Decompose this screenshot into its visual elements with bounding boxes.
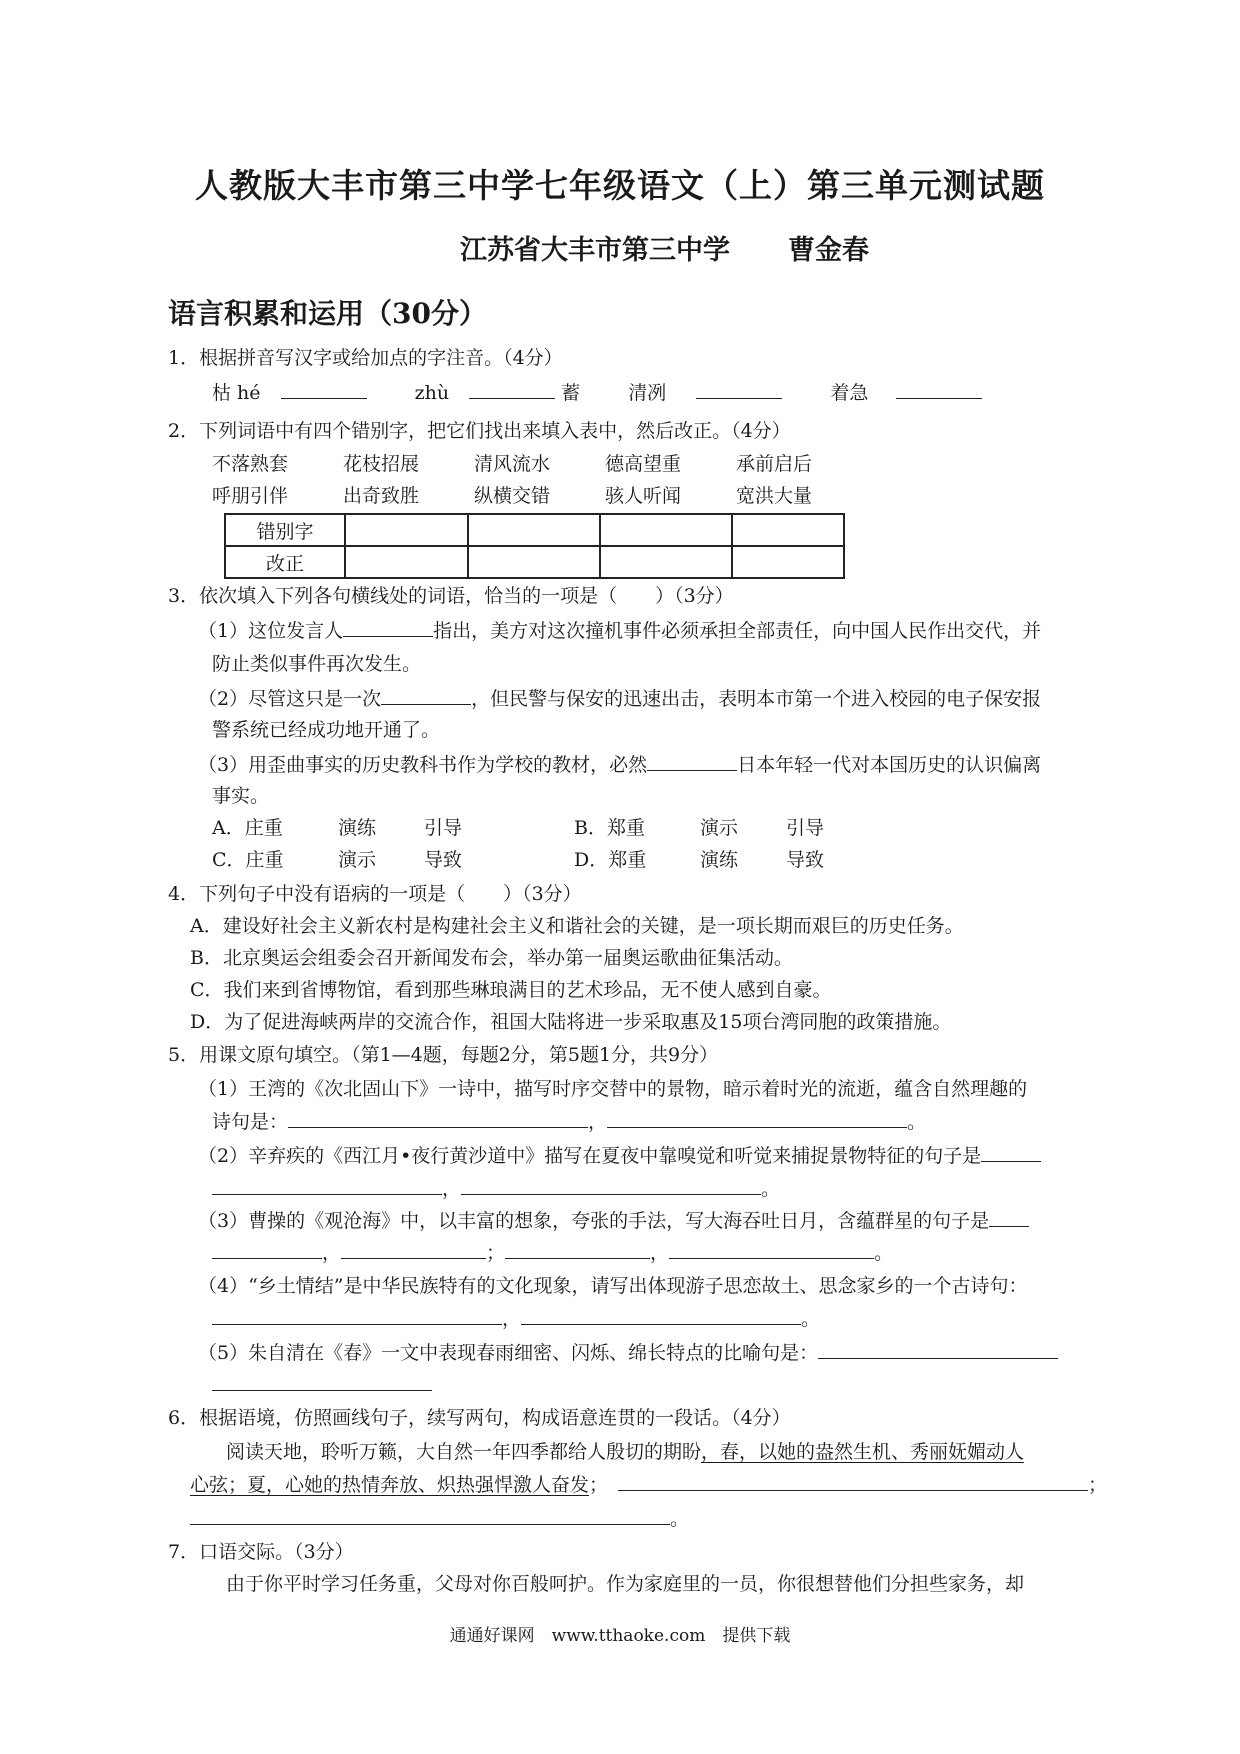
q3-options-row-2 (212, 846, 824, 874)
answer-blank[interactable] (212, 1238, 322, 1259)
answer-blank[interactable] (461, 1174, 761, 1195)
answer-blank[interactable] (896, 378, 982, 399)
answer-blank[interactable] (343, 616, 433, 637)
table-row (225, 514, 844, 546)
option-text: 引导 (424, 817, 463, 839)
q2-word: 纵横交错 (474, 485, 551, 507)
author-name: 曹金春 (788, 235, 869, 266)
answer-cell[interactable] (600, 514, 732, 546)
q3-sentence-1 (198, 616, 1041, 645)
answer-blank[interactable] (212, 1370, 432, 1391)
text: （1）这位发言人 (198, 620, 344, 642)
q1-stem: 1．根据拼音写汉字或给加点的字注音。（4分） (168, 347, 563, 369)
answer-blank[interactable] (981, 1141, 1041, 1162)
q4-option-d: D．为了促进海峡两岸的交流合作，祖国大陆将进一步采取惠及15项台湾同胞的政策措施。 (190, 1011, 952, 1033)
answer-blank[interactable] (818, 1338, 1058, 1359)
option-text: 导致 (424, 849, 463, 871)
q4-stem: 4．下列句子中没有语病的一项是（ ）（3分） (168, 883, 582, 905)
q6-passage-line-2: 心弦；夏，心她的热情奔放、炽热强悍激人奋发； ； (190, 1470, 1107, 1499)
table-row-label: 错别字 (225, 514, 345, 546)
answer-cell[interactable] (468, 514, 600, 546)
answer-blank[interactable] (190, 1504, 670, 1525)
q5-item-5-blanks (212, 1370, 432, 1399)
answer-blank[interactable] (212, 1174, 442, 1195)
q2-word: 呼朋引伴 (212, 485, 289, 507)
option-text: 引导 (786, 817, 825, 839)
option-text: 演练 (338, 817, 377, 839)
q6-passage-line-3: 。 (190, 1504, 689, 1533)
q5-item-1-blanks: 诗句是： ， 。 (212, 1107, 926, 1136)
text: （3）用歪曲事实的历史教科书作为学校的教材，必然 (198, 754, 648, 776)
underlined-sentence: ，春，以她的盎然生机、秀丽妩媚动人 (701, 1441, 1025, 1463)
answer-blank[interactable] (607, 1107, 907, 1128)
answer-cell[interactable] (468, 546, 600, 578)
answer-cell[interactable] (600, 546, 732, 578)
answer-blank[interactable] (989, 1206, 1029, 1227)
author-line (460, 228, 869, 267)
q2-word: 清风流水 (474, 453, 551, 475)
option-text: 演示 (338, 849, 377, 871)
option-text: B．郑重 (574, 817, 645, 839)
q5-item-1: （1）王湾的《次北固山下》一诗中，描写时序交替中的景物，暗示着时光的流逝，蕴含自然理趣的 (198, 1078, 1028, 1100)
text: 阅读天地，聆听万籁，大自然一年四季都给人殷切的期盼 (226, 1441, 702, 1463)
q5-item-3 (198, 1206, 1029, 1235)
answer-cell[interactable] (732, 546, 844, 578)
q3-sentence-2-cont: 警系统已经成功地开通了。 (212, 719, 441, 741)
q2-word: 出奇致胜 (343, 485, 420, 507)
answer-blank[interactable] (288, 1107, 588, 1128)
q2-word: 骇人听闻 (605, 485, 682, 507)
q2-word-row-2 (212, 482, 812, 510)
q7-stem: 7．口语交际。（3分） (168, 1541, 354, 1563)
q2-word: 花枝招展 (343, 453, 420, 475)
q2-answer-table (224, 513, 845, 579)
q3-sentence-3 (198, 750, 1041, 779)
q5-item-2-blanks: ， 。 (212, 1174, 780, 1203)
text: （3）曹操的《观沧海》中，以丰富的想象，夸张的手法，写大海吞吐日月，含蕴群星的句子是 (198, 1210, 990, 1232)
table-row-label: 改正 (225, 546, 345, 578)
q5-item-4-blanks: ， 。 (212, 1304, 820, 1333)
text: （2）尽管这只是一次 (198, 688, 382, 710)
text: ，但民警与保安的迅速出击，表明本市第一个进入校园的电子保安报 (471, 688, 1042, 710)
q2-word: 德高望重 (605, 453, 682, 475)
text: 诗句是： (212, 1111, 289, 1133)
q2-word-row-1 (212, 450, 812, 478)
text: （2）辛弃疾的《西江月•夜行黄沙道中》描写在夏夜中靠嗅觉和听觉来捕捉景物特征的句子是 (198, 1145, 982, 1167)
q5-stem: 5．用课文原句填空。（第1—4题，每题2分，第5题1分，共9分） (168, 1044, 719, 1066)
q3-sentence-2 (198, 684, 1041, 713)
answer-cell[interactable] (345, 546, 468, 578)
q1-item-2: zhù (414, 382, 450, 404)
text: 日本年轻一代对本国历史的认识偏离 (737, 754, 1042, 776)
q5-item-2 (198, 1141, 1041, 1170)
answer-blank[interactable] (647, 750, 737, 771)
text: 指出，美方对这次撞机事件必须承担全部责任，向中国人民作出交代，并 (433, 620, 1042, 642)
option-text: 演示 (700, 817, 739, 839)
section-heading: 语言积累和运用（30分） (168, 297, 487, 330)
page-title: 人教版大丰市第三中学七年级语文（上）第三单元测试题 (195, 166, 1045, 205)
q4-option-a: A．建设好社会主义新农村是构建社会主义和谐社会的关键，是一项长期而艰巨的历史任务。 (190, 915, 964, 937)
q3-sentence-1-cont: 防止类似事件再次发生。 (212, 653, 422, 675)
q5-item-3-blanks: ， ； ， 。 (212, 1238, 893, 1267)
option-text: 导致 (786, 849, 825, 871)
page-footer: 通通好课网 www.tthaoke.com 提供下载 (449, 1626, 791, 1646)
answer-blank[interactable] (469, 378, 555, 399)
answer-blank[interactable] (696, 378, 782, 399)
table-row (225, 546, 844, 578)
answer-blank[interactable] (281, 378, 367, 399)
q2-word: 承前启后 (736, 453, 813, 475)
q3-options-row-1 (212, 814, 824, 842)
answer-blank[interactable] (521, 1304, 801, 1325)
q7-passage-line-1: 由于你平时学习任务重，父母对你百般呵护。作为家庭里的一员，你很想替他们分担些家务，却 (226, 1573, 1025, 1595)
q3-stem: 3．依次填入下列各句横线处的词语，恰当的一项是（ ）（3分） (168, 585, 734, 607)
q1-item-1: 枯 hé (212, 382, 261, 404)
answer-cell[interactable] (732, 514, 844, 546)
q2-word: 宽洪大量 (736, 485, 813, 507)
q2-word: 不落熟套 (212, 453, 289, 475)
q1-item-5: 着急 (830, 382, 869, 404)
q1-items (212, 378, 982, 407)
q6-passage-line-1 (226, 1438, 1024, 1466)
q3-sentence-3-cont: 事实。 (212, 785, 270, 807)
option-text: A．庄重 (212, 817, 283, 839)
text: （5）朱自清在《春》一文中表现春雨细密、闪烁、绵长特点的比喻句是： (198, 1342, 819, 1364)
q1-item-4: 清冽 (628, 382, 667, 404)
answer-blank[interactable] (381, 684, 471, 705)
text: ； (589, 1474, 609, 1496)
author-school: 江苏省大丰市第三中学 (460, 235, 730, 266)
q1-item-3: 蓄 (561, 382, 581, 404)
q2-stem: 2．下列词语中有四个错别字，把它们找出来填入表中，然后改正。（4分） (168, 420, 791, 442)
q4-option-c: C．我们来到省博物馆，看到那些琳琅满目的艺术珍品，无不使人感到自豪。 (190, 979, 832, 1001)
answer-blank[interactable] (212, 1304, 502, 1325)
answer-cell[interactable] (345, 514, 468, 546)
option-text: 演练 (700, 849, 739, 871)
q6-stem: 6．根据语境，仿照画线句子，续写两句，构成语意连贯的一段话。（4分） (168, 1407, 791, 1429)
answer-blank[interactable] (618, 1470, 1088, 1491)
q5-item-4: （4）“乡土情结”是中华民族特有的文化现象，请写出体现游子思恋故土、思念家乡的一个古诗句： (198, 1275, 1028, 1297)
option-text: D．郑重 (574, 849, 647, 871)
answer-blank[interactable] (669, 1238, 874, 1259)
option-text: C．庄重 (212, 849, 284, 871)
q4-option-b: B．北京奥运会组委会召开新闻发布会，举办第一届奥运歌曲征集活动。 (190, 947, 793, 969)
underlined-sentence: 心弦；夏，心她的热情奔放、炽热强悍激人奋发 (190, 1474, 590, 1496)
answer-blank[interactable] (341, 1238, 486, 1259)
q5-item-5 (198, 1338, 1058, 1367)
answer-blank[interactable] (505, 1238, 650, 1259)
